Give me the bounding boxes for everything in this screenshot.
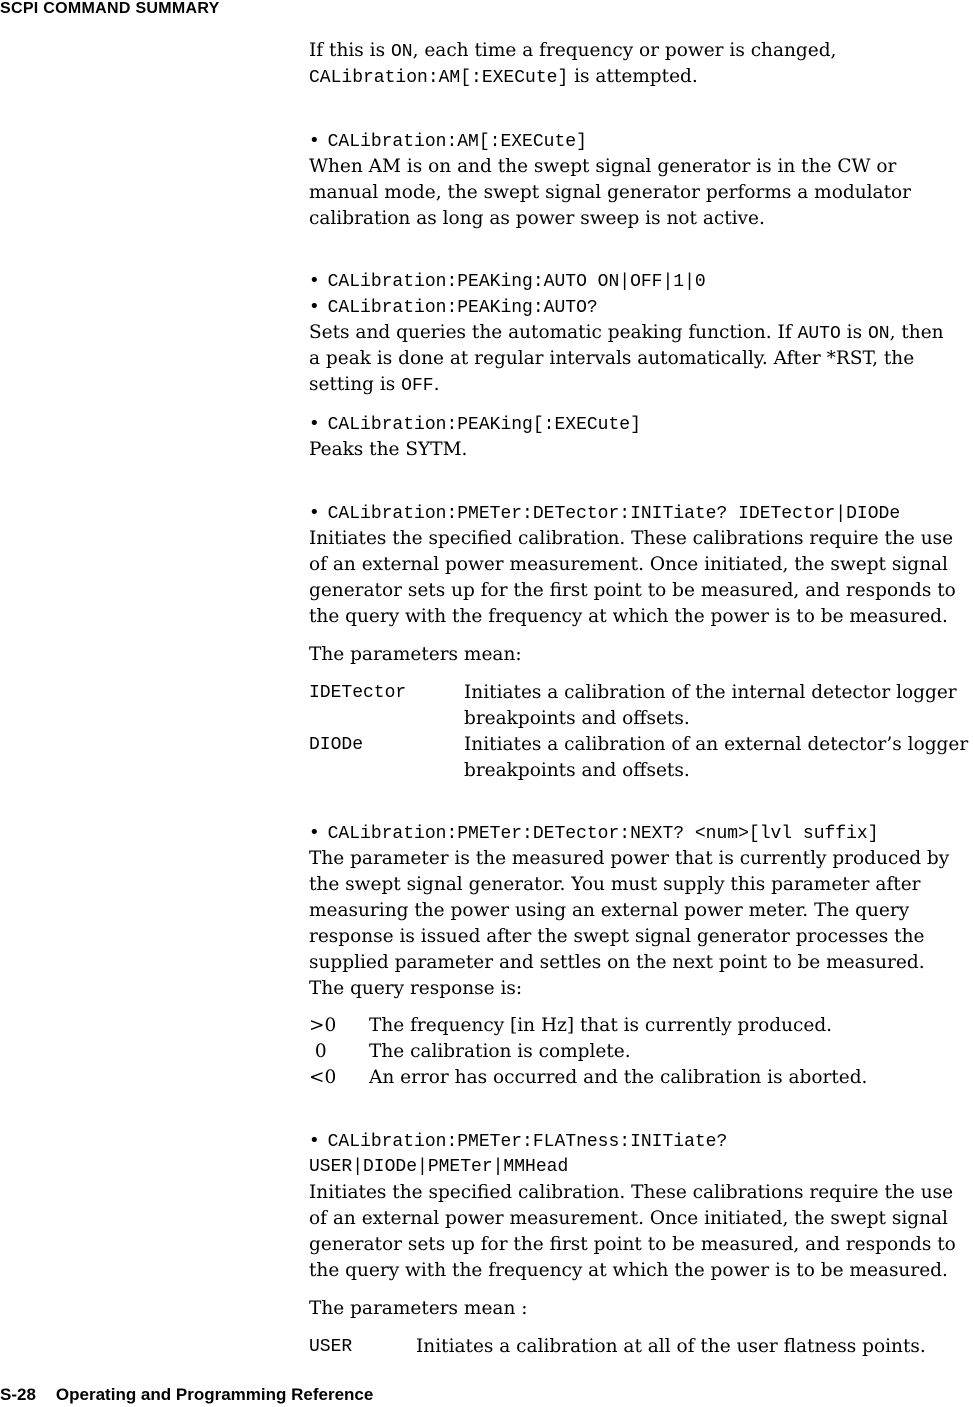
command-detector-next: • CALibration:PMETer:DETector:NEXT? <num>[lvl suffix] xyxy=(309,820,879,847)
page-header: SCPI COMMAND SUMMARY xyxy=(0,0,220,17)
response-term-negative: <0 xyxy=(309,1067,337,1088)
am-exec-desc-1: When AM is on and the swept signal generator is in the CW or xyxy=(309,156,897,177)
flat-init-params-intro: The parameters mean : xyxy=(309,1298,528,1319)
param-term-user: USER xyxy=(309,1337,353,1357)
det-init-params-intro: The parameters mean: xyxy=(309,644,522,665)
det-init-desc-3: generator sets up for the first point to be measured, and responds to xyxy=(309,580,956,601)
det-next-desc-4: response is issued after the swept signal generator processes the xyxy=(309,926,925,947)
response-desc-zero: The calibration is complete. xyxy=(369,1041,631,1062)
command-flatness-initiate-params: USER|DIODe|PMETer|MMHead xyxy=(309,1157,569,1177)
am-exec-desc-2: manual mode, the swept signal generator performs a modulator xyxy=(309,182,911,203)
param-desc-diode-1: Initiates a calibration of an external detector’s logger xyxy=(464,734,969,755)
peak-auto-desc-2: a peak is done at regular intervals automatically. After *RST, the xyxy=(309,348,915,369)
peak-auto-desc-1: Sets and queries the automatic peaking function. If AUTO is ON, then xyxy=(309,322,944,344)
det-init-desc-1: Initiates the specified calibration. These calibrations require the use xyxy=(309,528,954,549)
param-desc-idetector-1: Initiates a calibration of the internal detector logger xyxy=(464,682,957,703)
command-peaking-execute: • CALibration:PEAKing[:EXECute] xyxy=(309,411,641,438)
response-term-zero: 0 xyxy=(309,1041,327,1062)
det-init-desc-4: the query with the frequency at which the power is to be measured. xyxy=(309,606,948,627)
command-peaking-auto-query: • CALibration:PEAKing:AUTO? xyxy=(309,294,598,321)
page-number: S-28 xyxy=(0,1385,36,1404)
param-desc-diode-2: breakpoints and offsets. xyxy=(464,760,690,781)
det-next-desc-6: The query response is: xyxy=(309,978,523,999)
peak-auto-desc-3: setting is OFF. xyxy=(309,374,440,396)
param-desc-user: Initiates a calibration at all of the user flatness points. xyxy=(416,1336,926,1357)
command-flatness-initiate: • CALibration:PMETer:FLATness:INITiate? xyxy=(309,1128,727,1155)
am-exec-desc-3: calibration as long as power sweep is not active. xyxy=(309,208,765,229)
response-desc-positive: The frequency [in Hz] that is currently produced. xyxy=(369,1015,833,1036)
intro-line-2: CALibration:AM[:EXECute] is attempted. xyxy=(309,66,698,88)
command-detector-initiate: • CALibration:PMETer:DETector:INITiate? IDETector|DIODe xyxy=(309,500,900,527)
det-next-desc-2: the swept signal generator. You must supply this parameter after xyxy=(309,874,921,895)
param-term-idetector: IDETector xyxy=(309,683,407,703)
response-desc-negative: An error has occurred and the calibration is aborted. xyxy=(369,1067,868,1088)
command-peaking-auto: • CALibration:PEAKing:AUTO ON|OFF|1|0 xyxy=(309,268,706,295)
flat-init-desc-2: of an external power measurement. Once initiated, the swept signal xyxy=(309,1208,948,1229)
response-term-positive: >0 xyxy=(309,1015,337,1036)
peak-exec-desc: Peaks the SYTM. xyxy=(309,439,468,460)
command-am-execute: • CALibration:AM[:EXECute] xyxy=(309,128,587,155)
det-next-desc-5: supplied parameter and settles on the next point to be measured. xyxy=(309,952,925,973)
det-init-desc-2: of an external power measurement. Once initiated, the swept signal xyxy=(309,554,948,575)
intro-line-1: If this is ON, each time a frequency or power is changed, xyxy=(309,40,837,62)
page-footer xyxy=(0,1385,373,1405)
footer-title: Operating and Programming Reference xyxy=(55,1385,374,1404)
det-next-desc-1: The parameter is the measured power that is currently produced by xyxy=(309,848,950,869)
flat-init-desc-4: the query with the frequency at which the power is to be measured. xyxy=(309,1260,948,1281)
det-next-desc-3: measuring the power using an external power meter. The query xyxy=(309,900,910,921)
flat-init-desc-3: generator sets up for the first point to be measured, and responds to xyxy=(309,1234,956,1255)
flat-init-desc-1: Initiates the specified calibration. These calibrations require the use xyxy=(309,1182,954,1203)
param-desc-idetector-2: breakpoints and offsets. xyxy=(464,708,690,729)
param-term-diode: DIODe xyxy=(309,735,364,755)
